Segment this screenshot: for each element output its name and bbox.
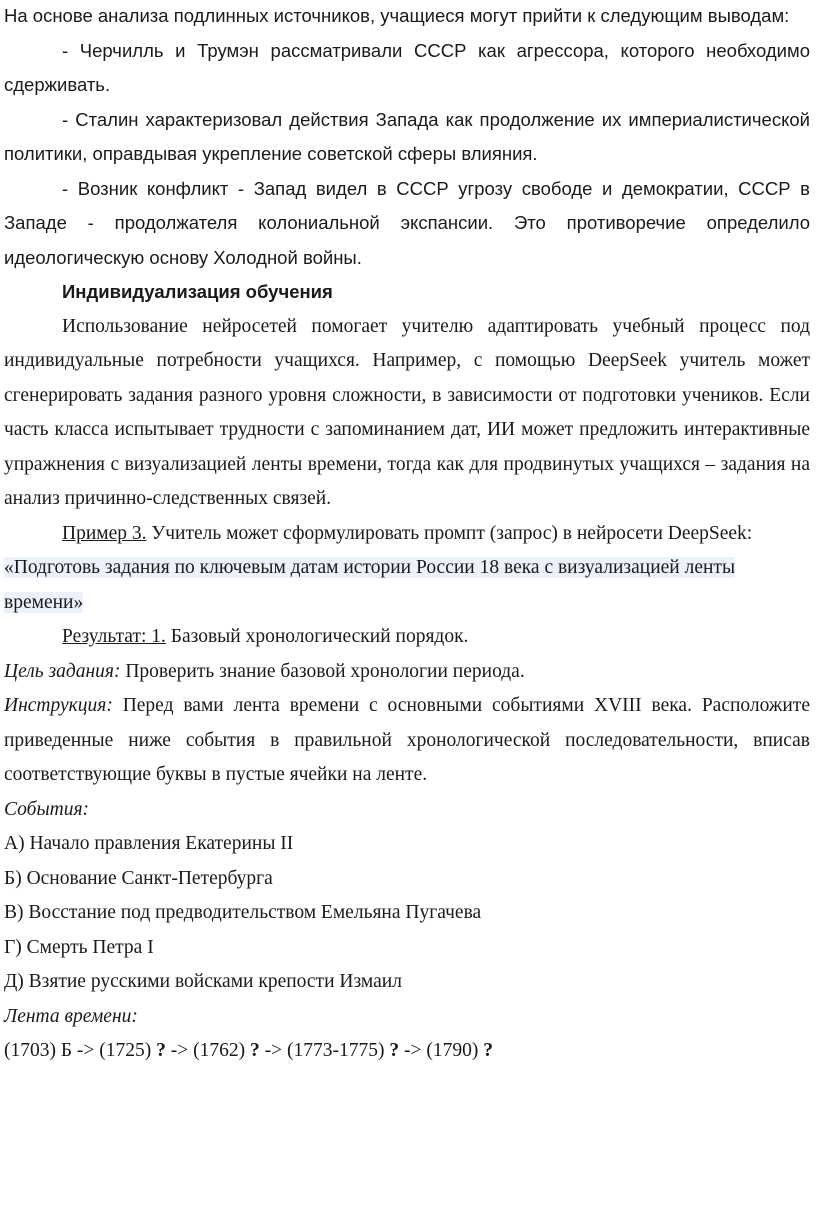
section-paragraph: Использование нейросетей помогает учителю адаптировать учебный процесс под индивидуальные потребности учащихся. Например, с помощью DeepSeek учитель может сгенерировать задания разного уровня сложности, в зависимости от подготовки учеников. Если часть класса испытывает трудности с запоминанием дат, ИИ может предложить интерактивные упражнения с визуализацией ленты времени, тогда как для продвинутых учащихся – задания на анализ причинно-следственных связей. <box>4 315 810 509</box>
timeline-blank: ? <box>250 1040 260 1061</box>
timeline-segment: -> (1762) <box>165 1040 251 1061</box>
instruction-label: Инструкция: <box>4 695 113 716</box>
timeline-segment: (1703) Б -> (1725) <box>4 1040 157 1061</box>
result-line <box>4 620 810 655</box>
timeline-label: Лента времени: <box>4 1005 138 1027</box>
section-heading: Индивидуализация обучения <box>62 281 333 302</box>
conclusion-point-1: - Черчилль и Трумэн рассматривали СССР как агрессора, которого необходимо сдерживать. <box>4 39 810 95</box>
timeline-line <box>4 1034 810 1069</box>
conclusion-point-2: - Сталин характеризовал действия Запада как продолжение их империалистической политики, оправдывая укрепление советской сферы влияния. <box>4 108 810 164</box>
example-text: Учитель может сформулировать промпт (запрос) в нейросети DeepSeek: <box>146 522 753 544</box>
result-label: Результат: <box>62 626 147 647</box>
instruction-paragraph <box>4 689 810 793</box>
conclusion-point-3: - Возник конфликт - Запад видел в СССР угрозу свободе и демократии, СССР в Западе - продолжателя колониальной экспансии. Это противоречие определило идеологическую основу Холодной войны. <box>4 177 810 268</box>
instruction-text: Перед вами лента времени с основными событиями XVIII века. Расположите приведенные ниже события в правильной хронологической последовательности, вписав соответствующие буквы в пустые ячейки на ленте. <box>4 695 810 785</box>
example-line <box>4 517 810 552</box>
example-prompt <box>4 551 810 620</box>
event-item-g: Г) Смерть Петра I <box>4 936 154 958</box>
prompt-text: «Подготовь задания по ключевым датам истории России 18 века с визуализацией ленты времени» <box>4 557 736 613</box>
goal-label: Цель задания: <box>4 660 121 682</box>
event-item-a: А) Начало правления Екатерины II <box>4 833 294 854</box>
timeline-blank: ? <box>389 1040 400 1061</box>
event-item-d: Д) Взятие русскими войсками крепости Измаил <box>4 971 402 992</box>
event-item-b: Б) Основание Санкт-Петербурга <box>4 867 273 889</box>
timeline-segment: -> (1773-1775) <box>259 1040 390 1061</box>
goal-line <box>4 655 810 690</box>
goal-text: Проверить знание базовой хронологии периода. <box>120 660 525 682</box>
timeline-blank: ? <box>156 1040 166 1061</box>
conclusions-intro: На основе анализа подлинных источников, учащиеся могут прийти к следующим выводам: <box>4 5 790 26</box>
timeline-blank: ? <box>483 1040 493 1061</box>
events-label: События: <box>4 798 90 820</box>
timeline-segment: -> (1790) <box>399 1040 484 1061</box>
event-item-v: В) Восстание под предводительством Емельяна Пугачева <box>4 902 482 923</box>
result-title: Базовый хронологический порядок. <box>165 626 469 647</box>
result-number: 1. <box>146 626 166 647</box>
example-label: Пример 3. <box>62 522 147 544</box>
